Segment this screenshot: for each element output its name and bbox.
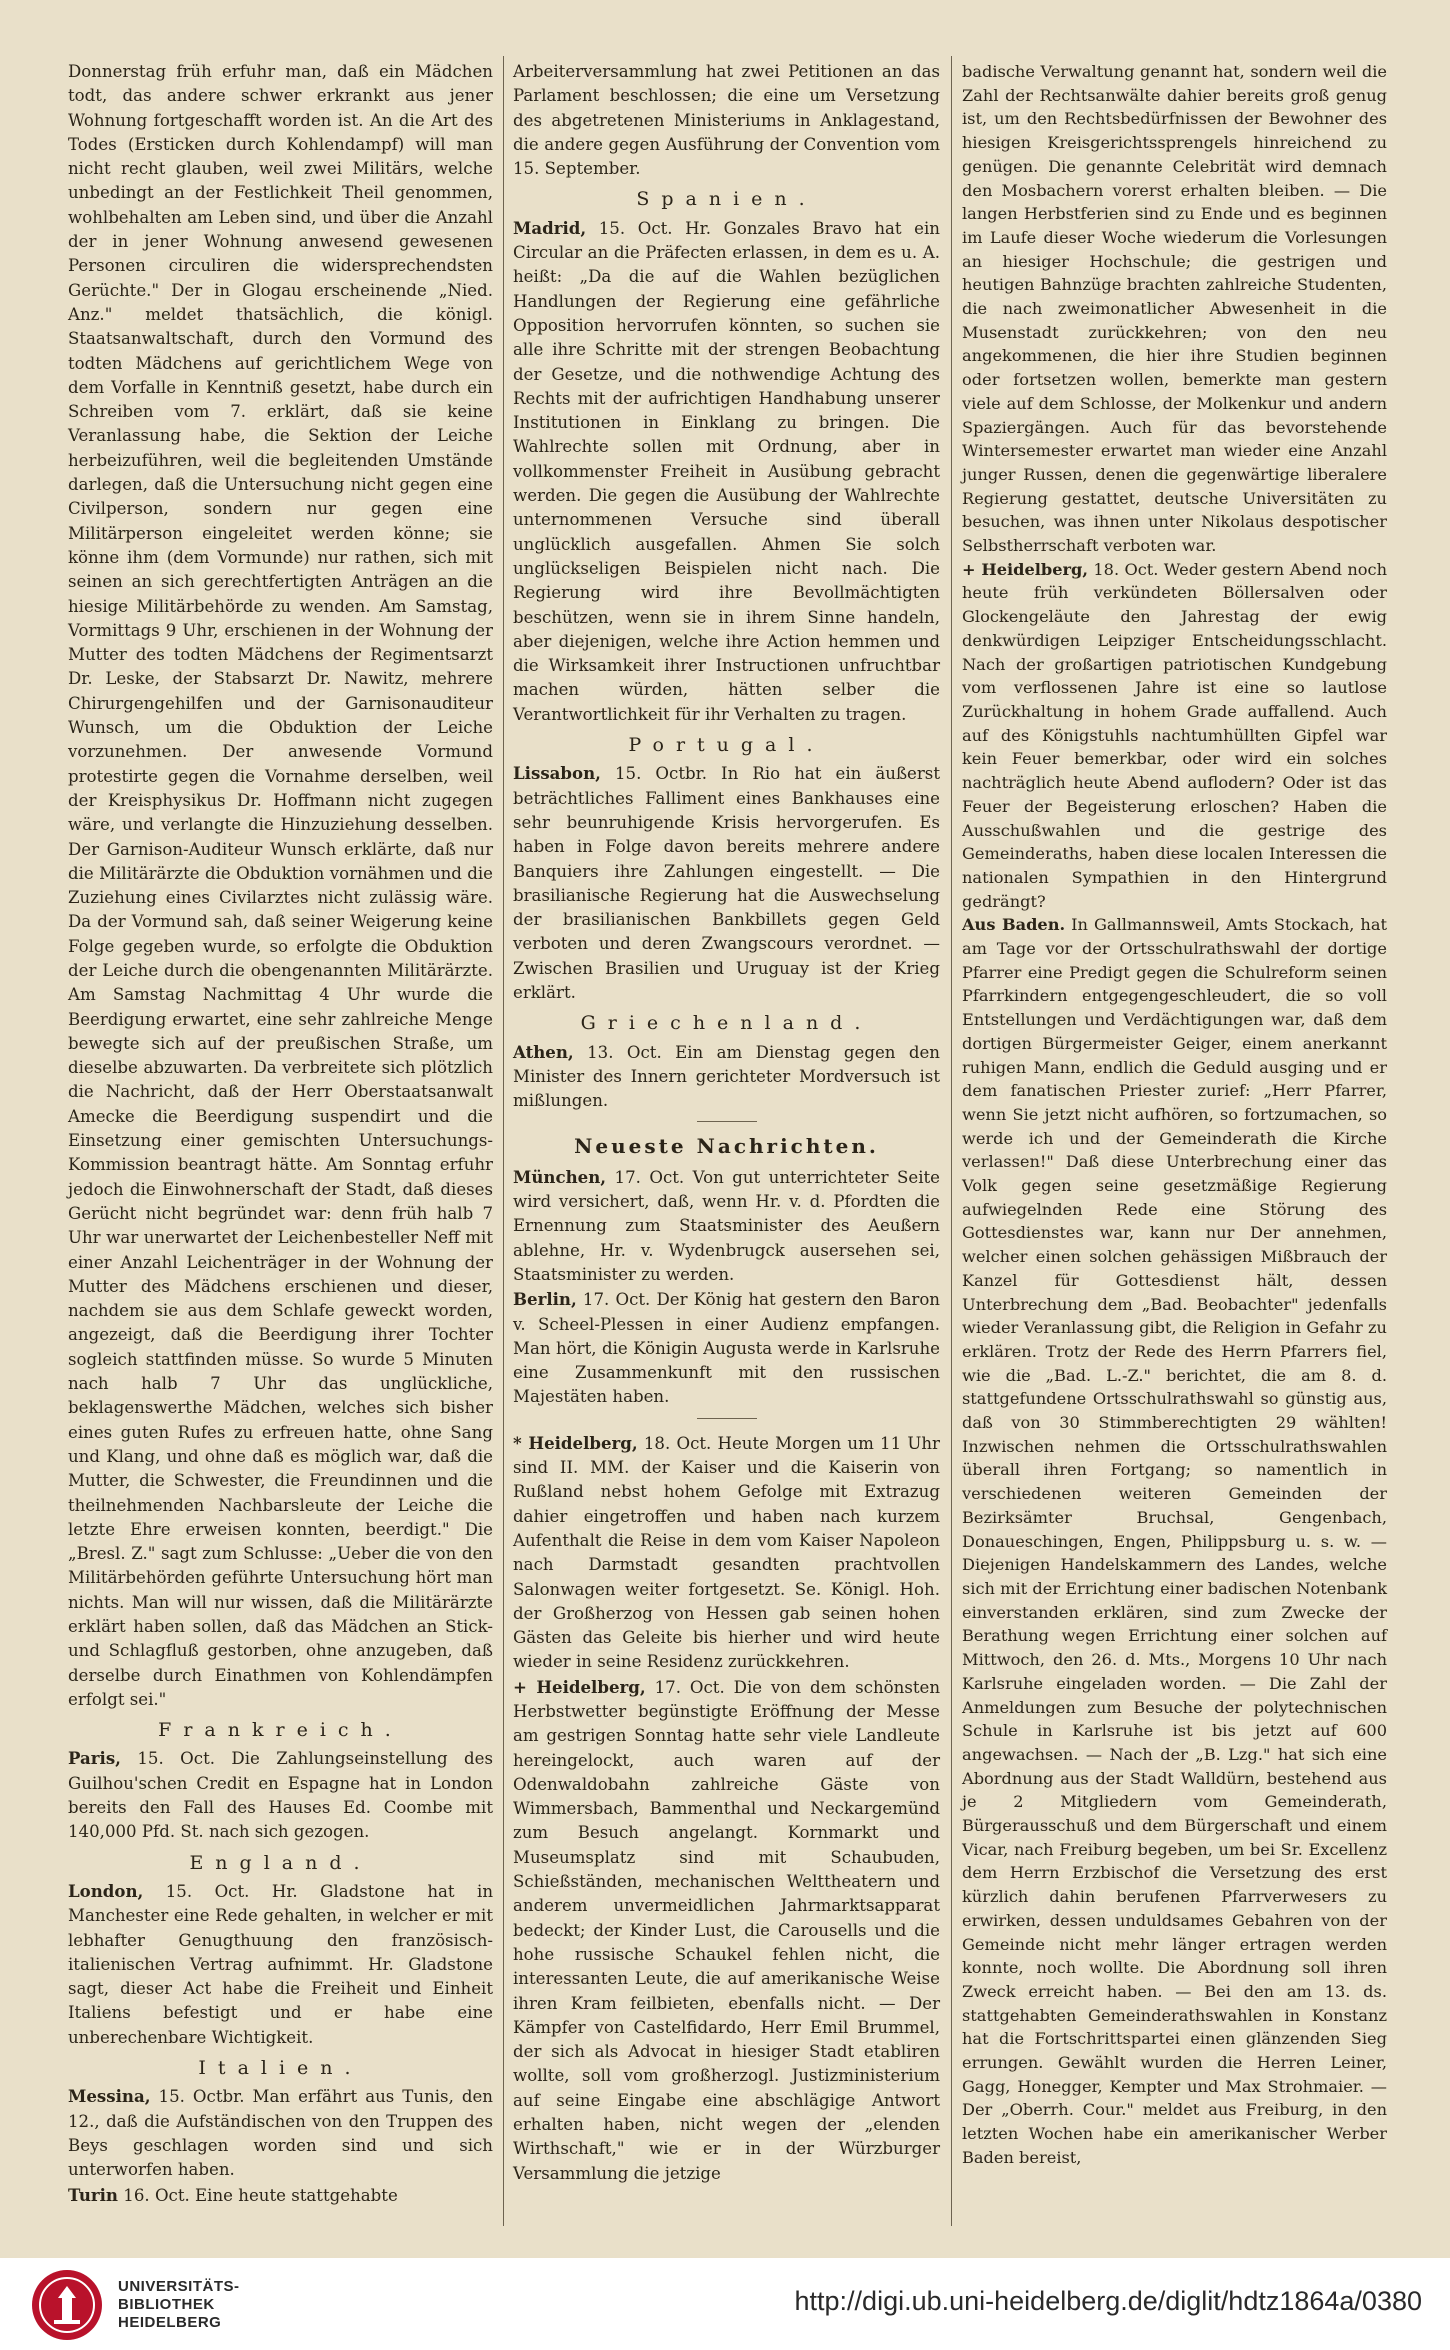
section-heading-italien: Italien.: [198, 2057, 363, 2080]
section-heading-spanien: Spanien.: [636, 188, 817, 211]
article-text: 17. Oct. Von gut unterrichteter Seite wird versichert, daß, wenn Hr. v. d. Pfordten die Ernennung zum Staatsminister des Aeußern ablehne, Hr. v. Wydenbrugck ausersehen sei, Staatsminister zu werden.: [513, 1167, 940, 1284]
column-2: [513, 60, 940, 2186]
article-text: 13. Oct. Ein am Dienstag gegen den Minister des Innern gerichteter Mordversuch ist mißlungen.: [513, 1042, 940, 1111]
column-divider: [951, 56, 952, 2226]
dateline: Aus Baden.: [962, 915, 1066, 935]
dateline: Berlin,: [513, 1289, 577, 1310]
article-text: 15. Octbr. In Rio hat ein äußerst beträchtliches Falliment eines Bankhauses eine sehr beunruhigende Krisis hervorgerufen. Es haben in Folge davon bereits mehrere andere Banquiers ihre Zahlungen eingestellt. — Die brasilianische Regierung hat die Auswechselung der brasilianischen Bankbillets gegen Geld verboten und deren Zwangscours verordnet. — Zwischen Brasilien und Uruguay ist der Krieg erklärt.: [513, 764, 940, 1002]
article-heidelberg-3: [962, 558, 1387, 914]
dateline: Messina,: [68, 2086, 151, 2107]
dateline: Paris,: [68, 1748, 121, 1769]
library-line: BIBLIOTHEK: [118, 2296, 215, 2313]
dateline: Athen,: [513, 1041, 574, 1062]
article-text: 15. Oct. Die Zahlungseinstellung des Guilhou'schen Credit en Espagne hat in London bereits den Fall des Hauses Ed. Coombe mit 140,000 Pfd. St. nach sich gezogen.: [68, 1749, 493, 1842]
section-heading-griechenland: Griechenland.: [580, 1012, 873, 1035]
article-text: 17. Oct. Die von dem schönsten Herbstwetter begünstigte Eröffnung der Messe am gestrigen Sonntag hatte sehr viele Landleute hereingelockt, auch waren auf der Odenwaldobahn zahlreiche Gäste von Wimmersbach, Bammenthal und Neckargemünd zum Besuch angelangt. Kornmarkt und Museumsplatz sind mit Schaubuden, Schießständen, mechanischen Welttheatern und anderem unvermeidlichen Jahrmarktsapparat bedeckt; der Kinder Lust, die Carousells und die hohe russische Schaukel fehlen nicht, die interessanten Leute, die auf amerikanische Weise ihren Kram feilbieten, ebenfalls nicht. — Der Kämpfer von Castelfidardo, Herr Emil Brummel, der sich als Advocat in hiesiger Stadt etabliren wollte, soll vom großherzogl. Justizministerium auf seine Eingabe eine abschlägige Antwort erhalten haben, nicht wegen der „elenden Wirthschaft," wie er in der Würzburger Versammlung die jetzige: [513, 1677, 941, 2183]
source-url-link[interactable]: http://digi.ub.uni-heidelberg.de/diglit/hdtz1864a/0380: [794, 2286, 1422, 2316]
article-turin: [68, 2183, 493, 2208]
dateline: * Heidelberg,: [513, 1432, 638, 1453]
article-text: 16. Oct. Eine heute stattgehabte: [118, 2185, 398, 2205]
article-text: 15. Oct. Hr. Gonzales Bravo hat ein Circular an die Präfecten erlassen, in dem es u. A. heißt: „Da die auf die Wahlen bezüglichen Handlungen der Regierung eine gefährliche Opposition hervorrufen könnten, so suchen sie alle ihre Schritte mit der strengen Beobachtung der Gesetze, und die nothwendige Achtung des Rechts mit der aufrichtigen Handhabung unserer Institutionen in Einklang zu bringen. Die Wahlrechte sollen mit Ordnung, aber in vollkommenster Freiheit in Ausübung gebracht werden. Die gegen die Ausübung der Wahlrechte unternommenen Versuche sind überall unglücklich ausgefallen. Ahmen Sie solch unglückseligen Beispielen nicht nach. Die Regierung wird ihre Bevollmächtigten beschützen, wenn sie in ihrem Sinne handeln, aber diejenigen, welche ihre Action hemmen und die Wirksamkeit ihrer Instructionen unfruchtbar machen würden, hätten selber die Verantwortlichkeit für ihr Verhalten zu tragen.: [513, 218, 940, 724]
dateline: Madrid,: [513, 217, 587, 238]
article-heidelberg-2: [513, 1675, 940, 2186]
article-madrid: [513, 216, 940, 727]
section-divider: [697, 1121, 757, 1122]
article-text: 15. Oct. Hr. Gladstone hat in Manchester eine Rede gehalten, in welcher er mit lebhafter Genugthuung den französisch-italienischen Vertrag aufnimmt. Hr. Gladstone sagt, dieser Act habe die Freiheit und Einheit Italiens befestigt und er habe eine unberechenbare Wichtigkeit.: [68, 1881, 493, 2047]
dateline: + Heidelberg,: [513, 1676, 646, 1697]
university-seal-icon: [30, 2268, 104, 2342]
article-text: Arbeiterversammlung hat zwei Petitionen an das Parlament beschlossen; die eine um Versetzung des abgetretenen Ministeriums in Anklagestand, die andere gegen Ausführung der Convention vom 15. September.: [513, 62, 940, 179]
article-text: In Gallmannsweil, Amts Stockach, hat am Tage vor der Ortsschulrathswahl der dortige Pfarrer eine Predigt gegen die Schulreform seinen Pfarrkindern entgegengeschleudert, die so voll Entstellungen und Verdächtigungen war, daß dem dortigen Bürgermeister Geiger, einem anerkannt ruhigen Mann, endlich die Geduld ausging und er dem fanatischen Priester zurief: „Herr Pfarrer, wenn Sie jetzt nicht aufhören, so fortzumachen, so werde ich und der Gemeinderath die Kirche verlassen!" Daß diese Unterbrechung einer das Volk gegen seine gesetzmäßige Regierung aufwiegelnden Rede eine Störung des Gottesdienstes war, kann nur Der annehmen, welcher einen solchen gehässigen Mißbrauch der Kanzel für Gottesdienst hält, dessen Unterbrechung dem „Bad. Beobachter" jedenfalls wieder Veranlassung gibt, die Religion in Gefahr zu erklären. Trotz der Rede des Herrn Pfarrers fiel, wie die „Bad. L.-Z." berichtet, die am 8. d. stattgefundene Ortsschulrathswahl so günstig aus, daß von 30 Stimmberechtigten 29 wählten! Inzwischen nehmen die Ortsschulrathswahlen überall ihren Fortgang; so namentlich in verschiedenen weiteren Gemeinden der Bezirksämter Bruchsal, Gengenbach, Donaueschingen, Engen, Philippsburg u. s. w. — Diejenigen Handelskammern des Landes, welche sich mit der Errichtung einer badischen Notenbank einverstanden erklären, sind zum Zwecke der Berathung wegen Errichtung einer solchen auf Mittwoch, den 26. d. Mts., Morgens 10 Uhr nach Karlsruhe eingeladen worden. — Die Zahl der Anmeldungen zum Besuche der polytechnischen Schule in Karlsruhe ist bis jetzt auf 600 angewachsen. — Nach der „B. Lzg." hat sich eine Abordnung aus der Stadt Walldürn, bestehend aus je 2 Mitgliedern vom Gemeinderath, Bürgerausschuß und dem Bürgerschaft und einem Vicar, nach Freiburg begeben, um bei Sr. Excellenz dem Herrn Erzbischof die Versetzung des erst kürzlich dahin berufenen Pfarrverwesers zu erwirken, dessen unduldsames Gebahren von der Gemeinde nicht mehr länger ertragen werden konnte, noch wollte. Die Abordnung soll ihren Zweck erreicht haben. — Bei den am 13. ds. stattgehabten Gemeinderathswahlen in Konstanz hat die Fortschrittspartei einen glänzenden Sieg errungen. Gewählt wurden die Herren Leiner, Gagg, Honegger, Kempter und Max Strohmaier. — Der „Oberrh. Cour." meldet aus Freiburg, in den letzten Wochen habe ein amerikanischer Werber Baden bereist,: [962, 915, 1387, 2167]
article-text: badische Verwaltung genannt hat, sondern weil die Zahl der Rechtsanwälte dahier bereits groß genug ist, um den Rechtsbedürfnissen der Bewohner des hiesigen Kreisgerichtssprengels hinreichend zu genügen. Die genannte Celebrität wird demnach den Mosbachern vorerst erhalten bleiben. — Die langen Herbstferien sind zu Ende und es beginnen im Laufe dieser Woche wiederum die Vorlesungen an hiesiger Hochschule; die gestrigen und heutigen Bahnzüge brachten zahlreiche Studenten, die nach zweimonatlicher Abwesenheit in die Musenstadt zurückkehren; von den neu angekommenen, die hier ihre Studien beginnen oder fortsetzen wollen, bemerkte man gestern viele auf dem Schlosse, der Molkenkur und andern Spaziergängen. Auch für das bevorstehende Wintersemester erwartet man wieder eine Anzahl junger Russen, denen die gegenwärtige liberalere Regierung gestattet, deutsche Universitäten zu besuchen, was ihnen unter Nikolaus despotischer Selbstherrschaft verboten war.: [962, 62, 1387, 556]
library-line: HEIDELBERG: [118, 2314, 222, 2331]
article-muenchen: [513, 1165, 940, 1287]
article-berlin: [513, 1287, 940, 1409]
article-heidelberg-1: [513, 1431, 940, 1675]
section-heading-england: England.: [189, 1851, 372, 1874]
dateline: Turin: [68, 2184, 118, 2205]
article-lissabon: [513, 761, 940, 1005]
section-heading-frankreich: Frankreich.: [158, 1719, 403, 1742]
library-name: [118, 2278, 240, 2332]
section-divider: [697, 1418, 757, 1419]
column-3: [962, 60, 1387, 2170]
column-1: [68, 60, 493, 2208]
article-messina: [68, 2084, 493, 2182]
article-athen: [513, 1040, 940, 1114]
article-london: [68, 1879, 493, 2050]
dateline: Lissabon,: [513, 763, 601, 784]
article-text: 18. Oct. Heute Morgen um 11 Uhr sind II. MM. der Kaiser und die Kaiserin von Rußland nebst hohem Gefolge mit Extrazug dahier eingetroffen und haben nach kurzem Aufenthalt die Reise in dem vom Kaiser Napoleon nach Darmstadt gesandten prachtvollen Salonwagen weiter fortgesetzt. Se. Königl. Hoh. der Großherzog von Hessen gab seinen hohen Gästen das Geleite bis hierher und wird heute wieder in seine Residenz zurückkehren.: [513, 1433, 940, 1672]
article-paris: [68, 1746, 493, 1844]
article-text: 18. Oct. Weder gestern Abend noch heute früh verkündeten Böllersalven oder Glockengeläute den Jahrestag der ewig denkwürdigen Leipziger Entscheidungsschlacht. Nach der großartigen patriotischen Kundgebung vom verflossenen Jahre ist eine so lautlose Zurückhaltung in hohem Grade auffallend. Auch auf des Königstuhls nachtumhüllten Gipfel war kein Feuer bemerkbar, oder wird ein solches nachträglich heute Abend auflodern? Oder ist das Feuer der Begeisterung erloschen? Haben die Ausschußwahlen und die gestrige des Gemeinderaths, haben diese localen Interessen die nationalen Sympathien in den Hintergrund gedrängt?: [962, 559, 1387, 911]
dateline: München,: [513, 1166, 607, 1187]
article-text: 17. Oct. Der König hat gestern den Baron v. Scheel-Plessen in einer Audienz empfangen. Man hört, die Königin Augusta werde in Karlsruhe eine Zusammenkunft mit den russischen Majestäten haben.: [513, 1290, 940, 1407]
section-heading-neueste-nachrichten: Neueste Nachrichten.: [574, 1134, 879, 1159]
article-baden: [962, 913, 1387, 2169]
column-divider: [503, 56, 504, 2226]
dateline: London,: [68, 1880, 144, 1901]
article-text: Donnerstag früh erfuhr man, daß ein Mädchen todt, das andere schwer erkrankt aus jener Wohnung fortgeschafft worden ist. An die Art des Todes (Ersticken durch Kohlendampf) will man nicht recht glauben, weil zwei Militärs, welche unbedingt an der Festlichkeit Theil genommen, wohlbehalten am Leben sind, und über die Anzahl der in jener Wohnung anwesend gewesenen Personen circuliren die widersprechendsten Gerüchte." Der in Glogau erscheinende „Nied. Anz." meldet thatsächlich, die königl. Staatsanwaltschaft, durch den Vormund des todten Mädchens auf gerichtlichem Wege von dem Vorfalle in Kenntniß gesetzt, habe durch ein Schreiben vom 7. erklärt, daß sie keine Veranlassung habe, die Sektion der Leiche herbeizuführen, weil die begleitenden Umstände darlegen, daß die Untersuchung nicht gegen eine Civilperson, sondern nur gegen eine Militärperson eingeleitet werden könne; sie könne ihm (dem Vormunde) nur rathen, sich mit seinen an sich gerechtfertigten Anträgen an die hiesige Militärbehörde zu wenden. Am Samstag, Vormittags 9 Uhr, erschienen in der Wohnung der Mutter des todten Mädchens der Regimentsarzt Dr. Leske, der Stabsarzt Dr. Nawitz, mehrere Chirurgengehilfen und der Garnisonauditeur Wunsch, um die Obduktion der Leiche vorzunehmen. Der anwesende Vormund protestirte gegen die Vornahme derselben, weil der Kreisphysikus Dr. Hoffmann nicht zugegen wäre, und verlangte die Hinzuziehung desselben. Der Garnison-Auditeur Wunsch erklärte, daß nur die Militärärzte die Obduktion vornähmen und die Zuziehung eines Civilarztes nicht zulässig wäre. Da der Vormund sah, daß seiner Weigerung keine Folge gegeben wurde, so erfolgte die Obduktion der Leiche durch die obengenannten Militärärzte. Am Samstag Nachmittag 4 Uhr wurde die Beerdigung erwartet, eine sehr zahlreiche Menge bewegte sich auf der preußischen Straße, um dieselbe abzuwarten. Da verbreitete sich plötzlich die Nachricht, daß der Herr Oberstaatsanwalt Amecke die Beerdigung suspendirt und die Einsetzung einer gemischten Untersuchungs-Kommission beantragt hätte. Am Sonntag erfuhr jedoch die Einwohnerschaft der Stadt, daß dieses Gerücht nicht begründet war: denn früh halb 7 Uhr war unerwartet der Leichenbesteller Neff mit einer Anzahl Leichenträger in der Wohnung der Mutter des Mädchens erschienen und dieser, nachdem sie aus dem Schlafe geweckt worden, angezeigt, daß die Beerdigung ihrer Tochter sogleich stattfinden müsse. So wurde 5 Minuten nach halb 7 Uhr das unglückliche, beklagenswerthe Mädchen, welches sich bisher eines guten Rufes zu erfreuen hatte, ohne Sang und Klang, und ohne daß es möglich war, daß die Mutter, die Schwester, die Freundinnen und die theilnehmenden Nachbarsleute der Leiche die letzte Ehre erweisen konnten, beerdigt." Die „Bresl. Z." sagt zum Schlusse: „Ueber die von den Militärbehörden geführte Untersuchung hört man nichts. Man will nur wissen, daß die Militärärzte erklärt haben sollen, daß das Mädchen an Stick- und Schlagfluß gestorben, ohne anzugeben, daß derselbe durch Einathmen von Kohlendämpfen erfolgt sei.": [68, 62, 493, 1709]
library-footer: [0, 2258, 1450, 2350]
library-line: UNIVERSITÄTS-: [118, 2278, 240, 2295]
section-heading-portugal: Portugal.: [628, 734, 825, 757]
article-text: 15. Octbr. Man erfährt aus Tunis, den 12., daß die Aufständischen von den Truppen des Beys geschlagen worden sind und sich unterworfen haben.: [68, 2087, 493, 2180]
dateline: + Heidelberg,: [962, 559, 1089, 579]
